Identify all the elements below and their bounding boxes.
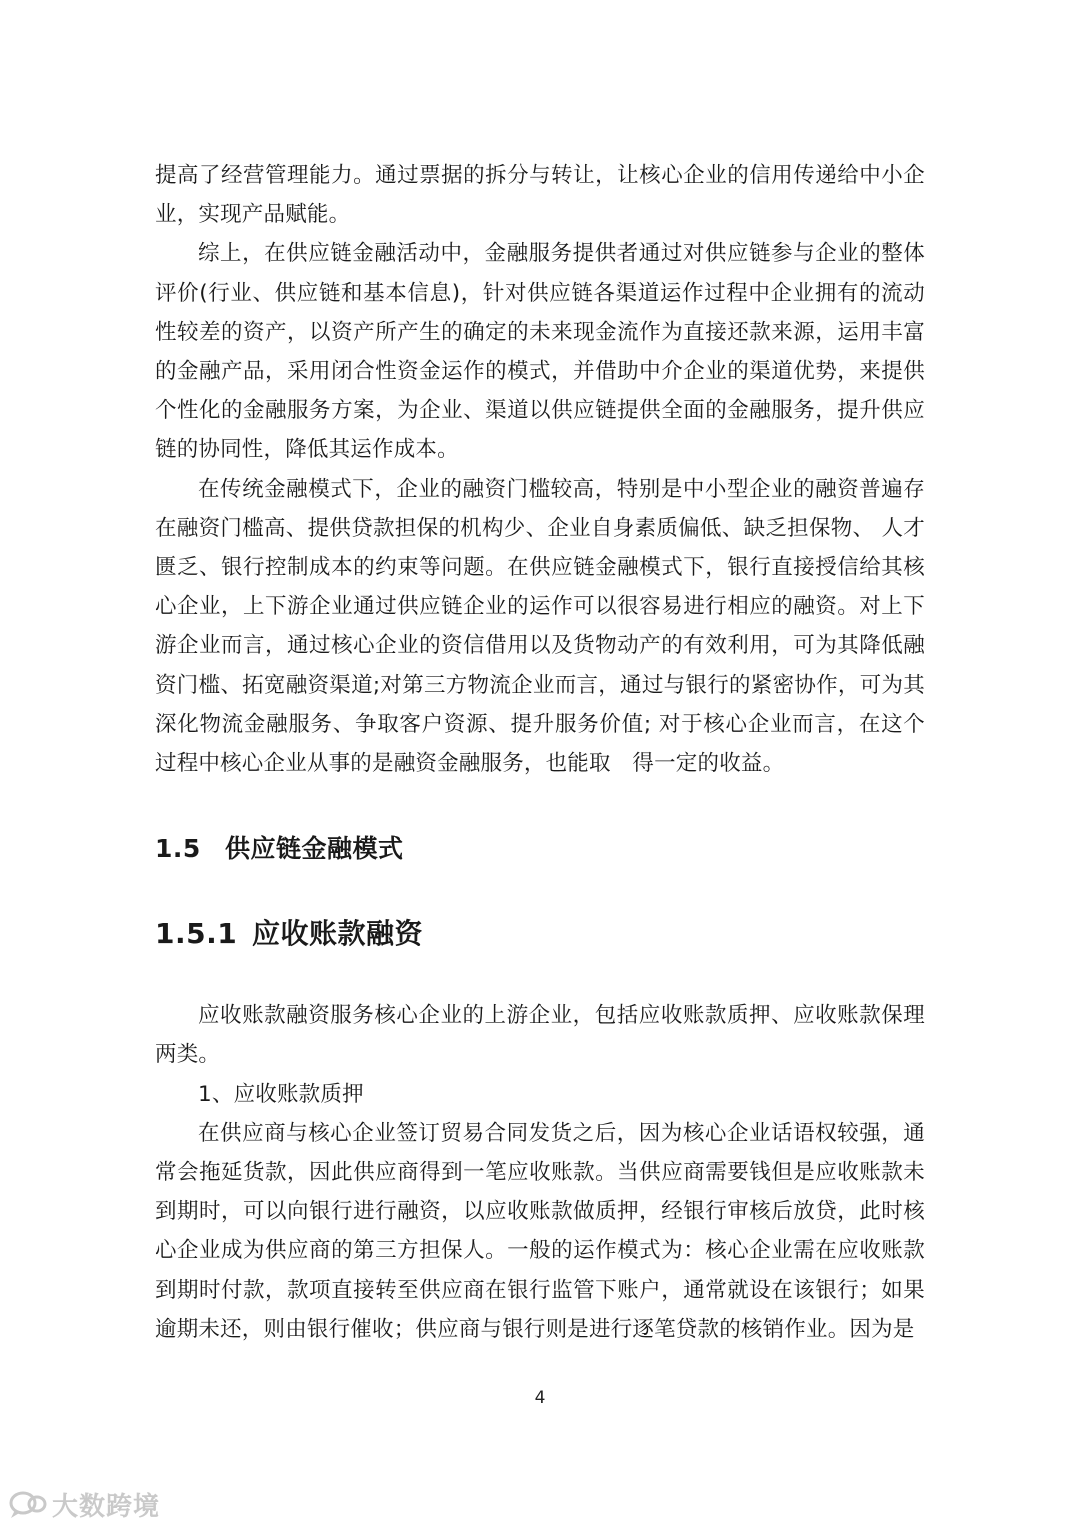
page-number: 4: [534, 1388, 546, 1408]
list-heading: 1、应收账款质押: [198, 1081, 364, 1107]
subsection-number: 1.5.1: [155, 917, 238, 951]
body-paragraph: 综上，在供应链金融活动中，金融服务提供者通过对供应链参与企业的整体评价(行业、供应链和基本信息)，针对供应链各渠道运作过程中企业拥有的流动性较差的资产，以资产所产生的确定的未来现金流作为直接还款来源，运用丰富的金融产品，采用闭合性资金运作的模式，并借助中介企业的渠道优势，来提供个性化的金融服务方案，为企业、渠道以供应链提供全面的金融服务，提升供应链的协同性，降低其运作成本。: [155, 241, 925, 463]
watermark: [8, 1486, 160, 1523]
section-heading: [155, 829, 925, 865]
section-title: 供应链金融模式: [225, 834, 404, 864]
body-paragraph: 应收账款融资服务核心企业的上游企业，包括应收账款质押、应收账款保理两类。: [155, 1003, 925, 1068]
page-content: [155, 156, 925, 1349]
body-paragraph: 在供应商与核心企业签订贸易合同发货之后，因为核心企业话语权较强，通常会拖延货款，因此供应商得到一笔应收账款。当供应商需要钱但是应收账款未到期时，可以向银行进行融资，以应收账款做质押，经银行审核后放贷，此时核心企业成为供应商的第三方担保人。一般的运作模式为：核心企业需在应收账款到期时付款，款项直接转至供应商在银行监管下账户，通常就设在该银行；如果逾期未还，则由银行催收；供应商与银行则是进行逐笔贷款的核销作业。因为是: [155, 1120, 925, 1342]
watermark-text: 大数跨境: [52, 1492, 161, 1522]
section-number: 1.5: [155, 834, 201, 864]
subsection-heading: [155, 912, 925, 952]
body-paragraph: 在传统金融模式下，企业的融资门槛较高，特别是中小型企业的融资普遍存在融资门槛高、提供贷款担保的机构少、企业自身素质偏低、缺乏担保物、 人才匮乏、银行控制成本的约束等问题。在供应链金融模式下，银行直接授信给其核心企业，上下游企业通过供应链企业的运作可以很容易进行相应的融资。对上下游企业而言，通过核心企业的资信借用以及货物动产的有效利用，可为其降低融资门槛、拓宽融资渠道;对第三方物流企业而言，通过与银行的紧密协作，可为其深化物流金融服务、争取客户资源、提升服务价值; 对于核心企业而言，在这个过程中核心企业从事的是融资金融服务，也能取 得一定的收益。: [155, 476, 925, 777]
speech-bubble-logo-icon: [8, 1490, 48, 1520]
subsection-title: 应收账款融资: [252, 917, 424, 951]
body-paragraph: 提高了经营管理能力。通过票据的拆分与转让，让核心企业的信用传递给中小企业，实现产品赋能。: [155, 163, 925, 228]
